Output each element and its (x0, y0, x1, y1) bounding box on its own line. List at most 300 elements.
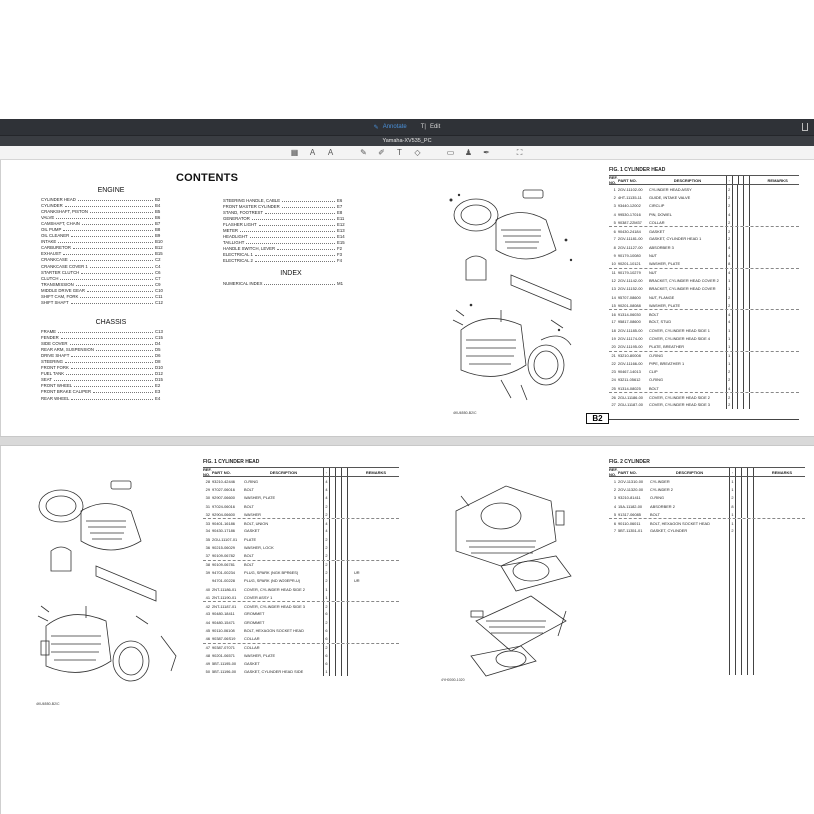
pencil-icon[interactable]: ✎ (360, 148, 367, 157)
quantity: 4 (726, 310, 733, 317)
table-row (609, 276, 799, 284)
ref-no: 4 (613, 503, 616, 509)
table-row (203, 618, 399, 626)
toc-label: SIDE COVER (41, 340, 68, 346)
toc-page: C7 (155, 275, 161, 281)
table-row (203, 518, 399, 526)
ref-no: 3 (613, 495, 616, 501)
ref-no: 22 (611, 360, 616, 366)
leader-dots (56, 216, 153, 219)
annotate-mode-button[interactable] (374, 124, 407, 131)
toc-page: B6 (155, 214, 161, 220)
quantity: 4 (726, 384, 733, 392)
toc-page: B9 (155, 233, 161, 239)
ref-no: 18 (611, 327, 616, 333)
ref-no: 23 (611, 369, 616, 375)
toc-page: D10 (155, 365, 163, 371)
parts-table-fig1a (609, 167, 799, 409)
ref-no: 25 (611, 385, 616, 391)
toc-page: B12 (155, 245, 163, 251)
toc-page: D12 (155, 371, 163, 377)
qty-header: · (323, 468, 330, 476)
highlighter-icon[interactable]: ✐ (378, 148, 385, 157)
quantity: 6 (323, 635, 330, 643)
ref-no: 6 (613, 228, 616, 234)
description: NUT (648, 253, 657, 259)
quantity: 6 (323, 651, 330, 659)
quantity: 2 (323, 561, 330, 568)
toc-page: C9 (155, 281, 161, 287)
toc-label: INTAKE (41, 239, 57, 245)
quantity: 1 (729, 477, 736, 485)
part-no: 90480-18411 (212, 611, 235, 617)
toc-entry[interactable] (41, 395, 165, 401)
diagram-caption-2: 4KU6550-B2/C (36, 702, 60, 706)
toc-label: EXHAUST (41, 251, 62, 257)
diagram-caption-3: 4YH0000-1020 (441, 678, 465, 682)
table-row (609, 235, 799, 243)
leader-dots (63, 228, 153, 231)
part-no: 2GU-11187-00 (617, 402, 643, 408)
part-no: 90110-06011 (618, 520, 641, 526)
figure-title: FIG. 1 CYLINDER HEAD (203, 459, 260, 465)
page-separator (0, 436, 814, 446)
quantity: 2 (726, 227, 733, 234)
table-row (609, 477, 805, 485)
quantity: 1 (729, 519, 736, 526)
quantity: 2 (323, 510, 330, 518)
quantity: 1 (729, 485, 736, 493)
description: COLLAR (648, 219, 665, 225)
ref-no: 1 (613, 186, 616, 192)
description: GASKET (244, 661, 260, 667)
leader-dots (80, 295, 153, 298)
ref-no: 36 (205, 545, 210, 551)
table-row (203, 477, 399, 485)
leader-dots (82, 222, 153, 225)
quantity: 1 (726, 343, 733, 351)
toc-label: ELECTRICAL 1 (223, 252, 253, 258)
fullscreen-icon[interactable]: ⛶ (516, 147, 523, 157)
ref-no: 47 (205, 645, 210, 651)
description: GROMMET (244, 611, 265, 617)
shape-icon[interactable]: ◇ (414, 148, 421, 157)
toc-page: B10 (155, 239, 163, 245)
table-row (609, 334, 799, 342)
description: ABSORBER 3 (648, 244, 674, 250)
description: WASHER, LOCK (244, 545, 274, 551)
part-no: 2NT-11187-01 (212, 603, 237, 609)
table-row (609, 485, 805, 493)
toc-label: STEERING HANDLE, CABLE (223, 197, 281, 203)
part-no: 90430-24184 (617, 228, 641, 234)
toc-page: D6 (155, 352, 161, 358)
description: GASKET (648, 228, 665, 234)
quantity: 2 (726, 193, 733, 201)
quantity: 2 (726, 293, 733, 301)
description: PLUG, SPARK (ND W20EPR-U) (244, 578, 301, 584)
ref-no: 1 (613, 478, 616, 484)
toc-page: D5 (155, 346, 161, 352)
leader-dots (255, 259, 335, 262)
quantity: 4 (726, 251, 733, 259)
toc-label: OIL PUMP (41, 227, 62, 233)
document-title: Yamaha-XV535_PC (0, 135, 814, 146)
signature-icon[interactable]: ✒ (483, 148, 490, 157)
description: NUT (648, 270, 657, 276)
leader-dots (58, 330, 153, 333)
text-box-icon[interactable]: ▦ (290, 148, 299, 157)
quantity: 8 (729, 502, 736, 510)
pen-icon: ✎ (373, 124, 379, 131)
leader-dots (255, 253, 335, 256)
part-no: 2GU-11107-01 (212, 536, 238, 542)
leader-dots (65, 360, 153, 363)
toc-page: F3 (337, 252, 343, 258)
edit-label: Edit (429, 124, 441, 130)
description: WASHER, PLATE (648, 302, 681, 308)
ref-no: 48 (205, 652, 210, 658)
leader-dots (71, 366, 153, 369)
quantity: 1 (726, 352, 733, 359)
quantity: 2 (726, 218, 733, 226)
quantity: 6 (323, 660, 330, 668)
toc-page: B5 (155, 208, 161, 214)
quantity: 4 (323, 494, 330, 502)
description: BOLT (650, 511, 660, 517)
ref-no: 19 (611, 335, 616, 341)
description: CIRCLIP (648, 203, 665, 209)
table-row (203, 494, 399, 502)
chassis-heading: CHASSIS (95, 319, 127, 326)
toc-page: E15 (337, 240, 345, 246)
table-row (609, 218, 799, 226)
leader-dots (71, 397, 153, 400)
leader-dots (252, 217, 335, 220)
description: GASKET, CYLINDER (650, 528, 688, 534)
stamp-icon[interactable]: ♟ (464, 148, 473, 157)
annotate-label: Annotate (382, 124, 407, 130)
part-no: 2GU-11186-00 (617, 394, 643, 400)
table-row (203, 635, 399, 643)
description: COVER, CYLINDER HEAD SIDE 2 (648, 394, 710, 400)
toc-label: FENDER (41, 334, 59, 340)
table-row (609, 260, 799, 268)
quantity: 1 (323, 585, 330, 593)
toc-label: REAR ARM, SUSPENSION (41, 346, 95, 352)
table-row (609, 210, 799, 218)
engine-heading: ENGINE (97, 187, 125, 194)
toc-page: E14 (337, 234, 345, 240)
part-no: 97027-06016 (212, 486, 235, 492)
description: COVER ASSY 1 (244, 594, 273, 600)
part-no: 15A-11182-00 (618, 503, 643, 509)
ref-no: 10 (611, 261, 616, 267)
leader-dots (81, 271, 153, 274)
part-no: 95817-08600 (617, 319, 641, 325)
leader-dots (259, 223, 335, 226)
quantity: 4 (323, 477, 330, 485)
toc-page: C11 (155, 294, 163, 300)
toc-page: D15 (155, 377, 163, 383)
toc-label: TAILLIGHT (223, 240, 245, 246)
toc-entry[interactable] (223, 280, 347, 286)
toc-label: CYLINDER HEAD (41, 196, 76, 202)
ref-no: 21 (611, 353, 616, 359)
description: COVER, CYLINDER HEAD SIDE 2 (244, 586, 305, 592)
ref-no: 30 (205, 495, 210, 501)
toc-page: C10 (155, 287, 163, 293)
description: GASKET, CYLINDER HEAD SIDE (244, 669, 304, 675)
toc-label: STARTER CLUTCH (41, 269, 80, 275)
table-row (609, 392, 799, 400)
mode-bar (0, 119, 814, 135)
document-viewer[interactable] (0, 160, 814, 814)
description: PLATE (244, 536, 257, 542)
toc-page: F4 (337, 258, 343, 264)
toc-label: CRANKCASE COVER 1 (41, 263, 88, 269)
share-icon[interactable] (802, 123, 808, 131)
quantity: 1 (726, 276, 733, 284)
part-no: 95707-08600 (617, 294, 641, 300)
description: BOLT (244, 503, 254, 509)
ref-no: 24 (611, 377, 616, 383)
description: WASHER (244, 511, 261, 517)
leader-dots (54, 378, 153, 381)
table-row (609, 293, 799, 301)
cylinder-head-diagram-2 (26, 466, 191, 696)
part-no: 90179-10080 (617, 253, 641, 259)
toc-entry[interactable] (223, 258, 347, 264)
leader-dots (60, 277, 153, 280)
toc-label: FRONT MASTER CYLINDER (223, 203, 280, 209)
table-row (609, 268, 799, 276)
ref-no: 44 (205, 619, 210, 625)
toc-label: HANDLE SWITCH, LEVER (223, 246, 276, 252)
quantity: 2 (726, 235, 733, 243)
part-no: 90401-16186 (212, 520, 235, 526)
table-row (203, 668, 399, 676)
part-no: 90201-06571 (212, 652, 235, 658)
table-row (609, 359, 799, 367)
table-row (203, 510, 399, 518)
table-row (609, 309, 799, 317)
ref-no: 39 (205, 569, 210, 575)
table-row (203, 651, 399, 659)
table-row (609, 401, 799, 409)
description: COVER, CYLINDER HEAD SIDE 4 (648, 335, 710, 341)
description: PIPE, BREATHER 1 (648, 360, 685, 366)
leader-dots (63, 252, 153, 255)
ref-no: 7 (613, 528, 616, 534)
table-row (609, 326, 799, 334)
part-no: 2GV-11152-00 (617, 286, 643, 292)
toc-electrical (223, 197, 347, 264)
diagram-caption: 4KU6550-B2/C (453, 411, 477, 415)
table-row (609, 202, 799, 210)
part-no: 90179-10279 (617, 270, 641, 276)
description: BOLT (648, 385, 659, 391)
leader-dots (93, 390, 153, 393)
quantity: 6 (323, 626, 330, 634)
quantity: 2 (726, 376, 733, 384)
toc-page: B4 (155, 202, 161, 208)
toc-page: D4 (155, 340, 161, 346)
annotation-toolbar (0, 146, 814, 160)
description: NUT, FLANGE (648, 294, 675, 300)
leader-dots (277, 247, 335, 250)
part-no: 2GV-11174-00 (617, 335, 643, 341)
table-row (609, 494, 805, 502)
toc-label: ELECTRICAL 2 (223, 258, 253, 264)
qty-header: · (729, 468, 736, 476)
quantity: 2 (323, 644, 330, 651)
table-row (609, 318, 799, 326)
ref-no: 41 (205, 594, 210, 600)
ref-no: 12 (611, 277, 616, 283)
toc-index (223, 280, 347, 286)
table-row (609, 384, 799, 392)
quantity: 4 (726, 210, 733, 218)
ref-no: 2 (613, 194, 616, 200)
toc-label: CARBURETOR (41, 245, 72, 251)
part-no: 90387-06S19 (212, 636, 236, 642)
part-no: 90215-06029 (212, 545, 235, 551)
part-no: 94701-00234 (212, 569, 235, 575)
comment-icon[interactable]: ▭ (446, 148, 455, 157)
ref-no: 28 (205, 478, 210, 484)
description: BOLT, HEXAGON SOCKET HEAD (244, 627, 304, 633)
toc-page: E12 (337, 221, 345, 227)
part-no: 90110-06108 (212, 627, 235, 633)
text-style-alt-icon[interactable]: A (327, 148, 334, 157)
description: BRACKET, CYLINDER HEAD COVER (648, 286, 716, 292)
description: ABSORBER 2 (650, 503, 675, 509)
toc-page: E6 (337, 197, 343, 203)
part-no: 90480-15471 (212, 619, 235, 625)
quantity: 2 (726, 368, 733, 376)
toc-label: GENERATOR (223, 215, 250, 221)
quantity: 4 (323, 485, 330, 493)
description: BOLT (648, 311, 659, 317)
table-row (609, 510, 805, 518)
leader-dots (71, 301, 153, 304)
description: BOLT (244, 486, 254, 492)
quantity: 2 (726, 401, 733, 409)
toc-label: CYLINDER (41, 202, 63, 208)
part-no: 93440-12002 (617, 203, 641, 209)
leader-dots (76, 283, 153, 286)
part-no: 90201-10121 (617, 261, 641, 267)
ref-no: 11 (611, 270, 616, 276)
part-no: 2GV-11320-00 (618, 486, 644, 492)
description: CYLINDER 2 (650, 486, 673, 492)
description: PLUG, SPARK (NGK BPR6ES) (244, 569, 299, 575)
text-style-icon[interactable]: A (309, 148, 316, 157)
quantity: 2 (323, 577, 330, 585)
part-no: 99530-17016 (617, 211, 641, 217)
description: PLATE, BREATHER (648, 344, 685, 350)
quantity: 1 (729, 510, 736, 518)
description: GROMMET (244, 619, 265, 625)
leader-dots (73, 246, 153, 249)
leader-dots (265, 211, 335, 214)
toc-label: FRONT FORK (41, 365, 69, 371)
leader-dots (70, 342, 153, 345)
part-no: 90430-17186 (212, 528, 235, 534)
part-no: 93210-42446 (212, 478, 235, 484)
toc-label: TRANSMISSION (41, 281, 74, 287)
description: COVER, CYLINDER HEAD SIDE 1 (648, 327, 710, 333)
quantity: 2 (323, 568, 330, 576)
part-no: 97024-06016 (212, 503, 235, 509)
qty-header: · (726, 176, 733, 184)
toc-entry[interactable] (41, 300, 165, 306)
text-icon[interactable]: T (397, 148, 402, 157)
quantity: 2 (729, 527, 736, 535)
quantity: 4 (726, 318, 733, 326)
table-row (609, 251, 799, 259)
table-row (609, 285, 799, 293)
table-row (203, 552, 399, 560)
quantity: 1 (726, 359, 733, 367)
toc-page: B7 (155, 220, 161, 226)
part-no: 92907-06600 (212, 495, 235, 501)
leader-dots (74, 384, 153, 387)
description: COLLAR (244, 645, 260, 651)
ref-no: 32 (205, 511, 210, 517)
toc-label: OIL CLEANER (41, 233, 70, 239)
quantity: 2 (323, 602, 330, 609)
description: WASHER, PLATE (244, 495, 276, 501)
quantity: 8 (726, 260, 733, 268)
ref-no: 37 (205, 553, 210, 559)
toc-page: E11 (337, 215, 345, 221)
cylinder-head-diagram-1 (441, 180, 591, 420)
part-no: 90201-08088 (617, 302, 641, 308)
toc-label: SEAT (41, 377, 52, 383)
table-row (203, 610, 399, 618)
quantity: 4 (323, 527, 330, 535)
quantity: 1 (323, 593, 330, 601)
ref-no: 17 (611, 319, 616, 325)
index-heading: INDEX (280, 270, 302, 277)
table-row (203, 626, 399, 634)
description: O-RING (648, 353, 663, 359)
part-no: 93211-05612 (617, 377, 641, 383)
description: COVER, CYLINDER HEAD SIDE 3 (244, 603, 305, 609)
table-row (203, 502, 399, 510)
leader-dots (61, 336, 153, 339)
description: CLIP (648, 369, 658, 375)
table-header: REF. NO. PART NO. DESCRIPTION · REMARKS (609, 467, 805, 477)
ref-no: 40 (205, 586, 210, 592)
toc-label: NUMERICAL INDEX (223, 280, 263, 286)
toc-page: C4 (155, 263, 161, 269)
quantity: 4 (726, 269, 733, 276)
part-no: 2NT-11190-01 (212, 594, 237, 600)
toc-label: FRONT BRAKE CALIPER (41, 389, 92, 395)
table-row (203, 560, 399, 568)
table-row (609, 226, 799, 234)
part-no: 5BT-11196-00 (212, 669, 237, 675)
description: GUIDE, INTAKE VALVE (648, 194, 691, 200)
table-row (203, 643, 399, 651)
quantity: 2 (323, 535, 330, 543)
part-no: 2GV-11195-00 (617, 344, 643, 350)
ref-no: 26 (611, 394, 616, 400)
edit-mode-button[interactable] (421, 124, 441, 130)
